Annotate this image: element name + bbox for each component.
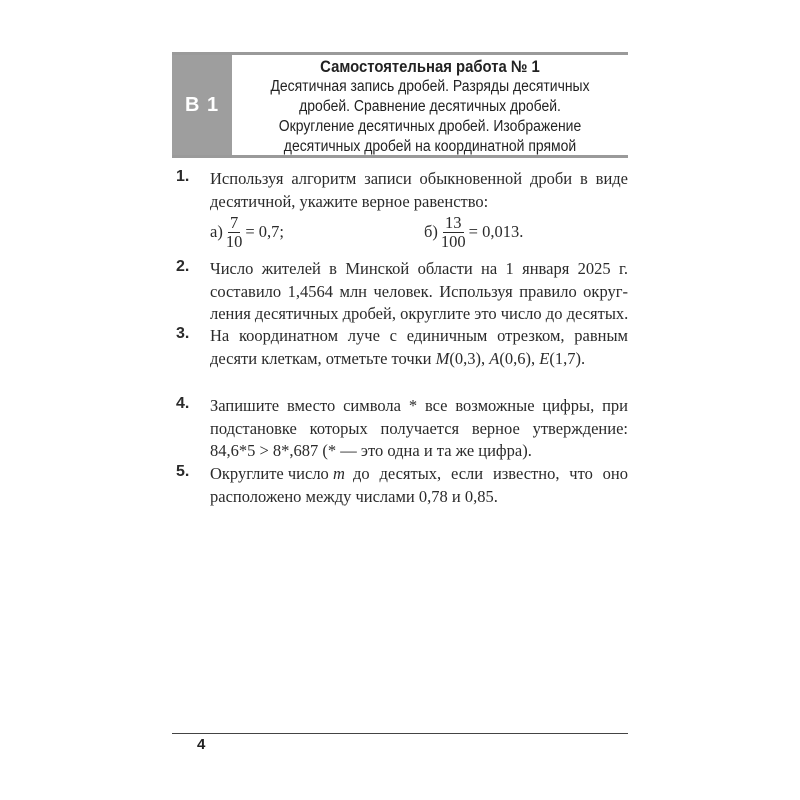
header-text — [252, 57, 608, 157]
task-line: десятичной, укажите верное равенство: — [210, 191, 489, 211]
option-result: = 0,7; — [245, 222, 284, 241]
task-1-options — [210, 212, 630, 252]
topic-line: Десятичная запись дробей. Разряды десятичных — [270, 78, 590, 95]
task-line: Запишите вместо символа * все возможные цифры, при — [210, 396, 628, 415]
numerator: 7 — [229, 212, 239, 232]
task-number: 3. — [176, 325, 190, 342]
task-5 — [176, 463, 628, 508]
task-4 — [176, 395, 628, 463]
option-label: б) — [424, 222, 438, 241]
point-coord: (0,6), — [499, 348, 536, 368]
point-coord: (1,7). — [549, 348, 586, 368]
task-1 — [176, 168, 628, 213]
point-name: E — [539, 348, 550, 368]
point-name: A — [489, 348, 500, 368]
option-result: = 0,013. — [468, 222, 524, 241]
task-number: 2. — [176, 258, 190, 275]
fraction — [441, 214, 466, 251]
option-a — [210, 212, 284, 252]
task-text: Округлите число — [210, 464, 329, 483]
point-name: M — [435, 348, 450, 368]
task-line — [210, 463, 628, 486]
worksheet-title: Самостоятельная работа № 1 — [320, 58, 540, 76]
variable: m — [332, 464, 345, 483]
point-coord: (0,3), — [449, 348, 486, 368]
task-number: 1. — [176, 168, 190, 185]
task-line: составило 1,4564 млн человек. Используя правило округ- — [210, 281, 628, 301]
variant-badge: В 1 — [172, 55, 232, 155]
topic-line: Округление десятичных дробей. Изображение — [278, 118, 582, 135]
task-text: до десятых, если известно, что оно — [352, 464, 628, 483]
denominator: 10 — [225, 231, 243, 251]
task-line: расположено между числами 0,78 и 0,85. — [210, 486, 498, 506]
task-line: 84,6*5 > 8*,687 (* — это одна и та же цифра). — [210, 441, 532, 460]
task-line: Число жителей в Минской области на 1 января 2025 г. — [210, 259, 628, 278]
task-line: ления десятичных дробей, округлите это число до десятых. — [210, 304, 629, 323]
topic-line: дробей. Сравнение десятичных дробей. — [299, 98, 561, 115]
footer-divider — [172, 733, 628, 734]
denominator: 100 — [440, 231, 466, 251]
option-label: а) — [210, 222, 223, 241]
task-line: Используя алгоритм записи обыкновенной дроби в виде — [210, 169, 628, 188]
task-number: 4. — [176, 395, 190, 412]
fraction — [226, 214, 243, 251]
worksheet-header — [172, 52, 628, 158]
numerator: 13 — [445, 212, 462, 232]
option-b — [424, 212, 523, 252]
task-2 — [176, 258, 628, 326]
task-number: 5. — [176, 463, 190, 480]
page-number: 4 — [197, 736, 206, 753]
task-3 — [176, 325, 628, 370]
task-text: десяти клеткам, отметьте точки — [210, 348, 432, 368]
task-line: На координатном луче с единичным отрезком, равным — [210, 326, 628, 345]
task-line — [210, 348, 628, 371]
topic-line: десятичных дробей на координатной прямой — [283, 138, 577, 155]
task-line: подстановке которых получается верное утверждение: — [210, 418, 628, 438]
